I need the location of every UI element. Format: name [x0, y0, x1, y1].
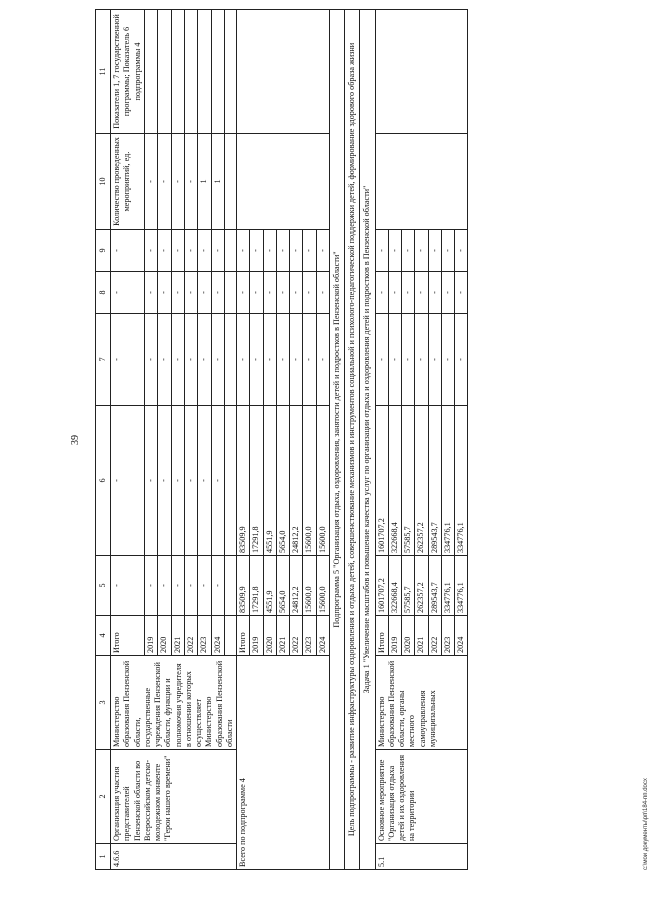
- value-cell: -: [211, 230, 224, 272]
- value-cell: -: [237, 314, 250, 406]
- value-cell: -: [441, 272, 454, 314]
- value-cell: -: [263, 272, 276, 314]
- value-cell: -: [428, 314, 441, 406]
- value-cell: -: [158, 556, 171, 616]
- value-cell: -: [211, 272, 224, 314]
- value-cell: -: [158, 134, 171, 230]
- value-cell: -: [171, 556, 184, 616]
- value-cell: 5654,0: [276, 406, 289, 556]
- year-cell: 2020: [158, 616, 171, 656]
- value-cell: 334776,1: [441, 406, 454, 556]
- value-cell: -: [276, 230, 289, 272]
- value-cell: -: [237, 272, 250, 314]
- value-cell: -: [250, 314, 263, 406]
- value-cell: -: [198, 272, 211, 314]
- empty-cell: [211, 10, 224, 134]
- task-row: [360, 10, 375, 870]
- value-cell: 262357,2: [415, 556, 428, 616]
- value-cell: -: [144, 272, 157, 314]
- value-cell: 15600,0: [316, 406, 329, 556]
- year-cell: Итого: [375, 616, 388, 656]
- value-cell: -: [455, 314, 468, 406]
- value-cell: -: [184, 406, 197, 556]
- value-cell: -: [428, 230, 441, 272]
- program-table: [95, 9, 468, 870]
- year-cell: 2023: [303, 616, 316, 656]
- value-cell: -: [290, 230, 303, 272]
- value-cell: -: [111, 272, 145, 314]
- value-cell: -: [198, 406, 211, 556]
- value-cell: 57585,7: [402, 556, 415, 616]
- year-cell: Итого: [237, 616, 250, 656]
- empty-cell: [237, 10, 330, 134]
- year-cell: 2022: [184, 616, 197, 656]
- value-cell: -: [111, 230, 145, 272]
- value-cell: 262357,2: [415, 406, 428, 556]
- year-cell: 2024: [316, 616, 329, 656]
- value-cell: 1: [211, 134, 224, 230]
- value-cell: -: [158, 230, 171, 272]
- value-cell: -: [250, 230, 263, 272]
- value-cell: 1: [198, 134, 211, 230]
- executor: Министерство образования Пензенской области, государственные учреждения Пензенской области, функции и полномочия учредителя в отношении которых осуществляет Министерство образования Пензенской области: [111, 656, 237, 750]
- col-header: 4: [96, 616, 111, 656]
- value-cell: 334776,1: [441, 556, 454, 616]
- value-cell: -: [171, 314, 184, 406]
- table-row: [375, 10, 388, 870]
- empty-cell: [171, 10, 184, 134]
- subprogram-title: Подпрограмма 5 "Организация отдыха, оздоровления, занятости детей и подростков в Пензенской области": [329, 10, 344, 870]
- value-cell: 1601707,2: [375, 406, 388, 556]
- value-cell: -: [144, 406, 157, 556]
- value-cell: -: [144, 134, 157, 230]
- empty-cell: [225, 406, 237, 556]
- value-cell: -: [184, 556, 197, 616]
- table-row: [237, 10, 250, 870]
- value-cell: -: [402, 272, 415, 314]
- empty-cell: [375, 134, 468, 230]
- table-row: [111, 10, 145, 870]
- year-cell: 2024: [455, 616, 468, 656]
- year-cell: Итого: [111, 616, 145, 656]
- value-cell: 17291,8: [250, 406, 263, 556]
- value-cell: -: [316, 314, 329, 406]
- total-label: Всего по подпрограмме 4: [237, 656, 330, 870]
- value-cell: -: [171, 406, 184, 556]
- executor: Министерство образования Пензенской области, органы местного самоуправления муниципальных: [375, 656, 468, 750]
- year-cell: 2019: [144, 616, 157, 656]
- empty-cell: [225, 272, 237, 314]
- value-cell: -: [158, 272, 171, 314]
- value-cell: 322668,4: [388, 556, 401, 616]
- row-number: 4.6.6: [111, 844, 237, 870]
- value-cell: -: [111, 314, 145, 406]
- value-cell: -: [290, 272, 303, 314]
- subprogram-goal-row: [345, 10, 360, 870]
- empty-cell: [225, 10, 237, 134]
- year-cell: 2019: [250, 616, 263, 656]
- value-cell: -: [303, 272, 316, 314]
- col-header: 11: [96, 10, 111, 134]
- year-cell: 2019: [388, 616, 401, 656]
- value-cell: -: [388, 272, 401, 314]
- empty-cell: [225, 314, 237, 406]
- value-cell: -: [415, 230, 428, 272]
- indicator-link: Показатели 1, 7 государственной программы; Показатель 6 подпрограммы 4: [111, 10, 145, 134]
- value-cell: 24812,2: [290, 556, 303, 616]
- page-number: 39: [70, 435, 81, 445]
- empty-cell: [158, 10, 171, 134]
- value-cell: -: [263, 314, 276, 406]
- empty-cell: [225, 134, 237, 230]
- indicator-name: Количество проведенных мероприятий, ед.: [111, 134, 145, 230]
- empty-cell: [237, 134, 330, 230]
- value-cell: -: [144, 230, 157, 272]
- value-cell: -: [144, 314, 157, 406]
- value-cell: -: [171, 230, 184, 272]
- value-cell: -: [428, 272, 441, 314]
- value-cell: -: [184, 134, 197, 230]
- year-cell: 2021: [171, 616, 184, 656]
- value-cell: -: [263, 230, 276, 272]
- col-header: 7: [96, 314, 111, 406]
- subprogram-title-row: [329, 10, 344, 870]
- col-header: 9: [96, 230, 111, 272]
- value-cell: -: [276, 272, 289, 314]
- empty-cell: [225, 616, 237, 656]
- value-cell: 334776,1: [455, 406, 468, 556]
- value-cell: -: [316, 230, 329, 272]
- value-cell: 83509,9: [237, 406, 250, 556]
- value-cell: -: [375, 230, 388, 272]
- value-cell: -: [415, 272, 428, 314]
- value-cell: -: [455, 230, 468, 272]
- value-cell: 4551,9: [263, 556, 276, 616]
- year-cell: 2020: [263, 616, 276, 656]
- value-cell: -: [402, 314, 415, 406]
- value-cell: -: [237, 230, 250, 272]
- value-cell: -: [375, 314, 388, 406]
- value-cell: -: [198, 556, 211, 616]
- value-cell: -: [303, 230, 316, 272]
- value-cell: -: [388, 230, 401, 272]
- value-cell: -: [111, 406, 145, 556]
- value-cell: 15600,0: [303, 406, 316, 556]
- value-cell: 289543,7: [428, 406, 441, 556]
- value-cell: 289543,7: [428, 556, 441, 616]
- value-cell: 24812,2: [290, 406, 303, 556]
- value-cell: -: [211, 314, 224, 406]
- year-cell: 2022: [428, 616, 441, 656]
- value-cell: -: [276, 314, 289, 406]
- value-cell: -: [198, 230, 211, 272]
- value-cell: -: [158, 406, 171, 556]
- row-number: 5.1: [375, 844, 468, 870]
- value-cell: 57585,7: [402, 406, 415, 556]
- value-cell: -: [290, 314, 303, 406]
- value-cell: -: [441, 314, 454, 406]
- value-cell: 322668,4: [388, 406, 401, 556]
- value-cell: 17291,8: [250, 556, 263, 616]
- value-cell: -: [250, 272, 263, 314]
- col-header: 6: [96, 406, 111, 556]
- empty-cell: [198, 10, 211, 134]
- value-cell: -: [415, 314, 428, 406]
- year-cell: 2021: [415, 616, 428, 656]
- value-cell: -: [441, 230, 454, 272]
- col-header: 3: [96, 656, 111, 750]
- value-cell: 15600,0: [303, 556, 316, 616]
- value-cell: -: [158, 314, 171, 406]
- value-cell: -: [402, 230, 415, 272]
- year-cell: 2020: [402, 616, 415, 656]
- year-cell: 2023: [198, 616, 211, 656]
- value-cell: -: [211, 556, 224, 616]
- value-cell: -: [171, 134, 184, 230]
- value-cell: -: [303, 314, 316, 406]
- col-header: 10: [96, 134, 111, 230]
- year-cell: 2024: [211, 616, 224, 656]
- value-cell: 1601707,2: [375, 556, 388, 616]
- empty-cell: [225, 556, 237, 616]
- task-title: Задача 1 "Увеличение масштабов и повышение качества услуг по организации отдыха и оздоровления детей и подростков в Пензенской области": [360, 10, 375, 870]
- value-cell: 5654,0: [276, 556, 289, 616]
- year-cell: 2022: [290, 616, 303, 656]
- subprogram-goal: Цель подпрограммы - развитие инфраструктуры оздоровления и отдыха детей, совершенствование механизмов и инструментов социальной и психолого-педагогической поддержки детей, формирование здорового образа жизни: [345, 10, 360, 870]
- activity-name: Основное мероприятие "Организация отдыха детей и их оздоровления на территории: [375, 750, 468, 844]
- value-cell: 83509,9: [237, 556, 250, 616]
- empty-cell: [375, 10, 468, 134]
- value-cell: -: [316, 272, 329, 314]
- year-cell: 2023: [441, 616, 454, 656]
- empty-cell: [184, 10, 197, 134]
- col-header: 1: [96, 844, 111, 870]
- value-cell: -: [184, 314, 197, 406]
- rotated-table-sheet: [95, 10, 649, 870]
- value-cell: 334776,1: [455, 556, 468, 616]
- value-cell: -: [455, 272, 468, 314]
- year-cell: 2021: [276, 616, 289, 656]
- col-header: 5: [96, 556, 111, 616]
- value-cell: -: [184, 230, 197, 272]
- empty-cell: [144, 10, 157, 134]
- value-cell: 4551,9: [263, 406, 276, 556]
- footer-file-path: c:\мои документы\рп\184-пп.docx: [643, 778, 649, 870]
- value-cell: -: [198, 314, 211, 406]
- value-cell: -: [144, 556, 157, 616]
- column-header-row: [96, 10, 111, 870]
- value-cell: 15600,0: [316, 556, 329, 616]
- col-header: 2: [96, 750, 111, 844]
- col-header: 8: [96, 272, 111, 314]
- activity-name: Организация участия представителей Пензенской области во Всероссийском детско-молодежном конвенте "Герои нашего времени": [111, 750, 237, 844]
- value-cell: -: [111, 556, 145, 616]
- empty-cell: [225, 230, 237, 272]
- value-cell: -: [184, 272, 197, 314]
- value-cell: -: [388, 314, 401, 406]
- value-cell: -: [211, 406, 224, 556]
- value-cell: -: [375, 272, 388, 314]
- value-cell: -: [171, 272, 184, 314]
